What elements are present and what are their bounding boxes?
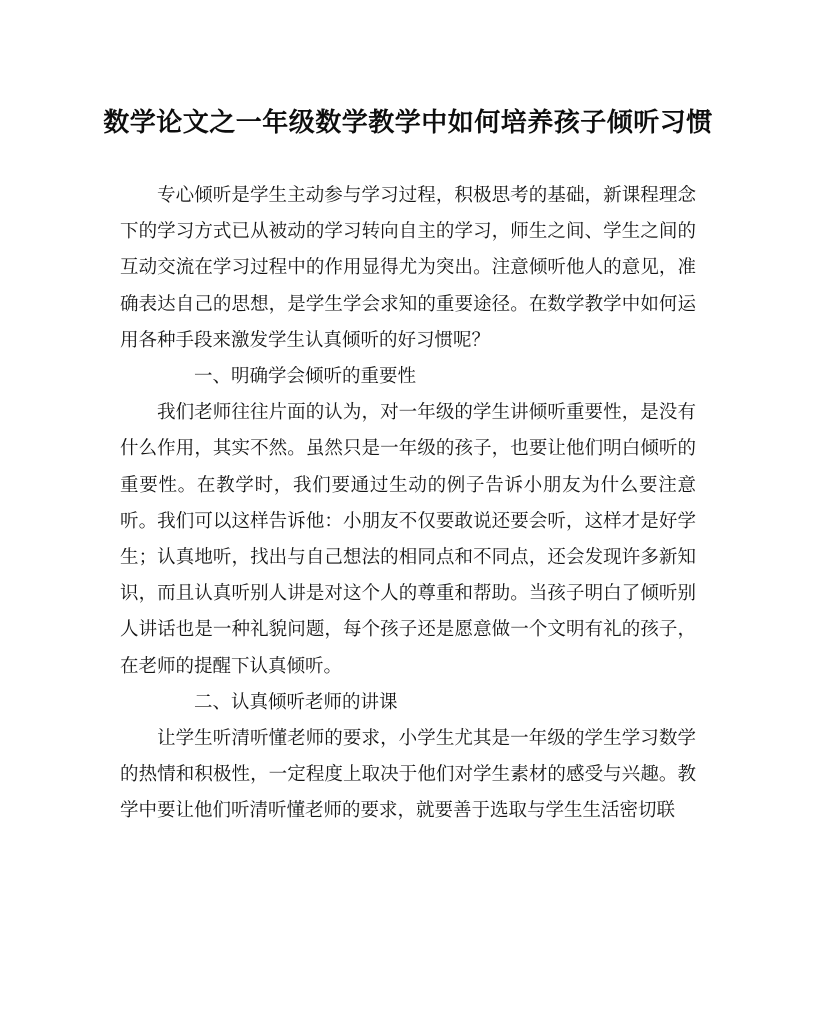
document-body — [120, 178, 696, 830]
section-2-paragraph: 让学生听清听懂老师的要求，小学生尤其是一年级的学生学习数学的热情和积极性，一定程度上取决于他们对学生素材的感受与兴趣。教学中要让他们听清听懂老师的要求，就要善于选取与学生生活密切联 — [120, 728, 696, 822]
section-heading-1: 一、明确学会倾听的重要性 — [194, 366, 417, 388]
intro-paragraph: 专心倾听是学生主动参与学习过程，积极思考的基础，新课程理念下的学习方式已从被动的学习转向自主的学习，师生之间、学生之间的互动交流在学习过程中的作用显得尤为突出。注意倾听他人的意见，准确表达自己的思想，是学生学会求知的重要途径。在数学教学中如何运用各种手段来激发学生认真倾听的好习惯呢？ — [120, 185, 696, 351]
section-heading-2: 二、认真倾听老师的讲课 — [194, 691, 398, 713]
document-title: 数学论文之一年级数学教学中如何培养孩子倾听习惯 — [103, 108, 713, 138]
section-1-paragraph: 我们老师往往片面的认为，对一年级的学生讲倾听重要性，是没有什么作用，其实不然。虽然只是一年级的孩子，也要让他们明白倾听的重要性。在教学时，我们要通过生动的例子告诉小朋友为什么要注意听。我们可以这样告诉他：小朋友不仅要敢说还要会听，这样才是好学生；认真地听，找出与自己想法的相同点和不同点，还会发现许多新知识，而且认真听别人讲是对这个人的尊重和帮助。当孩子明白了倾听别人讲话也是一种礼貌问题，每个孩子还是愿意做一个文明有礼的孩子，在老师的提醒下认真倾听。 — [120, 402, 696, 677]
